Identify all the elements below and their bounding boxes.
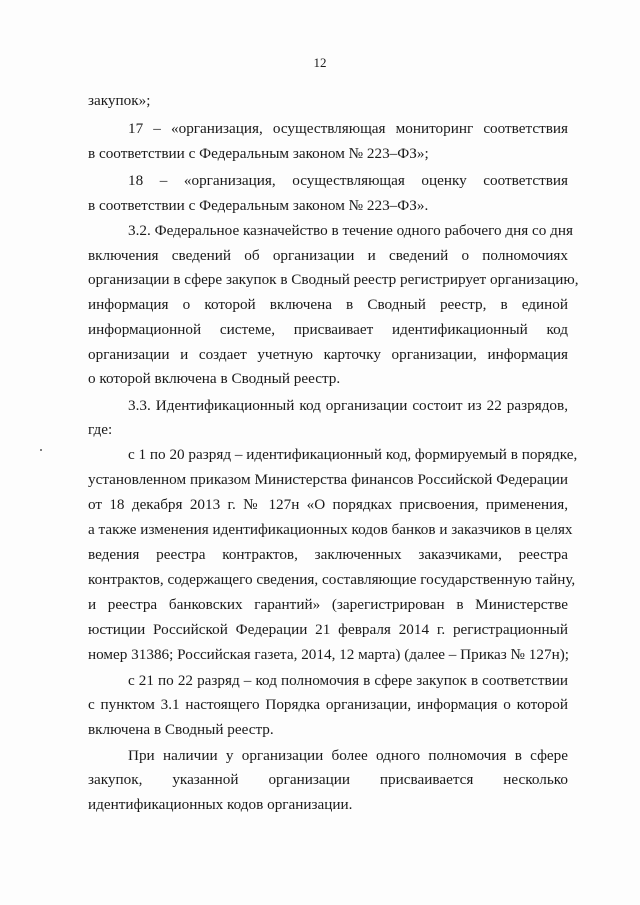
text-line: информационной системе, присваивает идентификационный код — [88, 321, 568, 338]
text-line: о которой включена в Сводный реестр. — [88, 370, 341, 387]
text-line: закупок»; — [88, 92, 151, 109]
text-line: 18 – «организация, осуществляющая оценку соответствия — [128, 172, 568, 189]
text-line: и реестра банковских гарантий» (зарегистрирован в Министерстве — [88, 596, 568, 613]
text-line: 3.3. Идентификационный код организации состоит из 22 разрядов, — [128, 397, 568, 414]
text-line: организации в сфере закупок в Сводный реестр регистрирует организацию, — [88, 271, 579, 288]
text-line: 3.2. Федеральное казначейство в течение одного рабочего дня со дня — [128, 222, 573, 239]
text-line: в соответствии с Федеральным законом № 223–ФЗ»; — [88, 145, 429, 162]
text-line: включения сведений об организации и сведений о полномочиях — [88, 247, 568, 264]
text-line: в соответствии с Федеральным законом № 223–ФЗ». — [88, 197, 429, 214]
text-line: с 21 по 22 разряд – код полномочия в сфере закупок в соответствии — [128, 672, 568, 689]
page-number: 12 — [313, 55, 327, 70]
text-line: идентификационных кодов организации. — [88, 796, 353, 813]
text-line: При наличии у организации более одного полномочия в сфере — [128, 747, 568, 764]
text-line: где: — [88, 421, 113, 438]
text-line: контрактов, содержащего сведения, составляющие государственную тайну, — [88, 571, 576, 588]
text-line: информация о которой включена в Сводный реестр, в единой — [88, 296, 568, 313]
text-line: 17 – «организация, осуществляющая мониторинг соответствия — [128, 120, 568, 137]
text-line: ведения реестра контрактов, заключенных заказчиками, реестра — [88, 546, 568, 563]
text-line: номер 31386; Российская газета, 2014, 12 марта) (далее – Приказ № 127н); — [88, 646, 569, 663]
text-line: с 1 по 20 разряд – идентификационный код, формируемый в порядке, — [128, 446, 578, 463]
text-line: с пунктом 3.1 настоящего Порядка организации, информация о которой — [88, 696, 568, 713]
text-line: организации и создает учетную карточку организации, информация — [88, 346, 568, 363]
text-line: юстиции Российской Федерации 21 февраля 2014 г. регистрационный — [88, 621, 568, 638]
text-line: от 18 декабря 2013 г. № 127н «О порядках присвоения, применения, — [88, 496, 568, 513]
text-line: закупок, указанной организации присваивается несколько — [88, 771, 568, 788]
text-line: установленном приказом Министерства финансов Российской Федерации — [88, 471, 568, 488]
text-line: а также изменения идентификационных кодов банков и заказчиков в целях — [88, 521, 573, 538]
scan-speck — [40, 449, 42, 451]
text-line: включена в Сводный реестр. — [88, 721, 274, 738]
